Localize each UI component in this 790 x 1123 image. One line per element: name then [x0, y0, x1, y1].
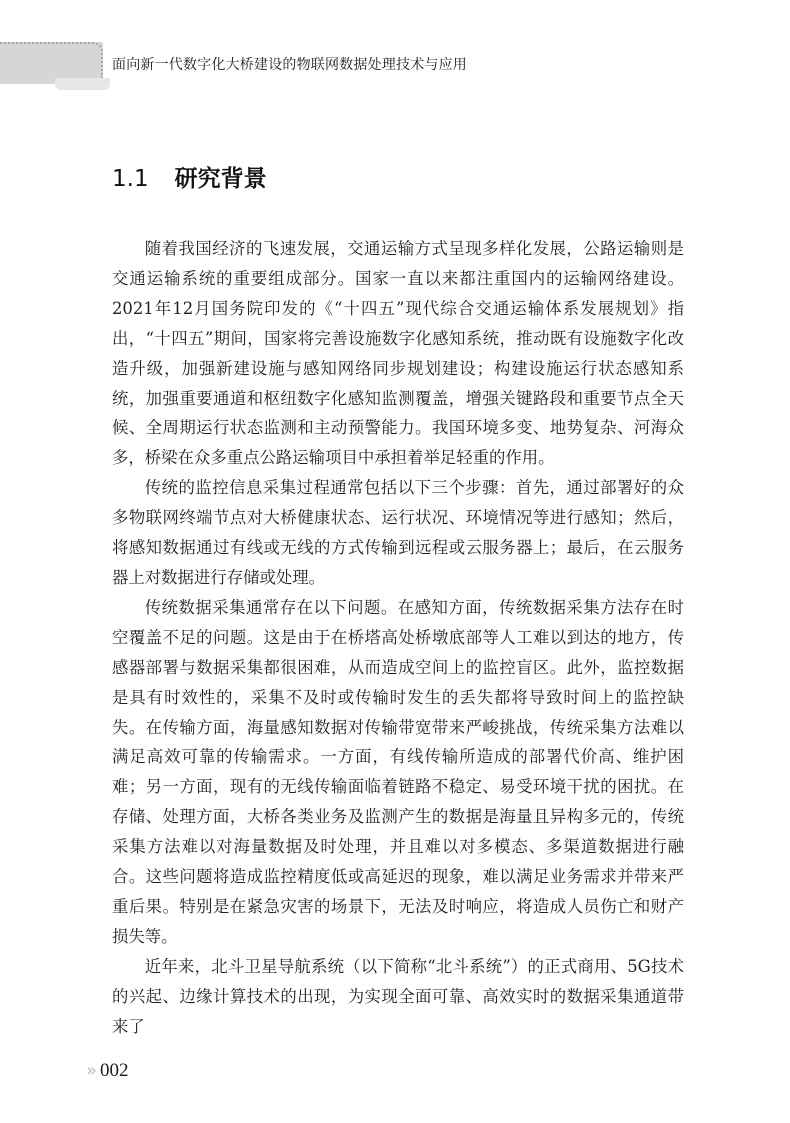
page-footer: [86, 1060, 129, 1082]
header-dotted-border: [0, 42, 103, 78]
paragraph: 近年来，北斗卫星导航系统（以下简称“北斗系统”）的正式商用、5G技术的兴起、边缘计算技术的出现，为实现全面可靠、高效实时的数据采集通道带来了: [112, 956, 684, 1036]
section-title: 研究背景: [174, 166, 267, 192]
body-text: [112, 234, 684, 1041]
paragraph: 随着我国经济的飞速发展，交通运输方式呈现多样化发展，公路运输则是交通运输系统的重要组成部分。国家一直以来都注重国内的运输网络建设。2021年12月国务院印发的《“十四五”现代综合交通运输体系发展规划》指出，“十四五”期间，国家将完善设施数字化感知系统，推动既有设施数字化改造升级，加强新建设施与感知网络同步规划建设；构建设施运行状态感知系统，加强重要通道和枢纽数字化感知监测覆盖，增强关键路段和重要节点全天候、全周期运行状态监测和主动预警能力。我国环境多变、地势复杂、河海众多，桥梁在众多重点公路运输项目中承担着举足轻重的作用。: [112, 239, 684, 468]
page-number: 002: [100, 1060, 129, 1081]
chevron-right-icon: »: [86, 1060, 95, 1081]
paragraph: 传统的监控信息采集过程通常包括以下三个步骤：首先，通过部署好的众多物联网终端节点对大桥健康状态、运行状况、环境情况等进行感知；然后，将感知数据通过有线或无线的方式传输到远程或云服务器上；最后，在云服务器上对数据进行存储或处理。: [112, 478, 684, 587]
header-tab-shadow: [55, 78, 110, 90]
section-number: 1.1: [112, 166, 149, 192]
running-title: 面向新一代数字化大桥建设的物联网数据处理技术与应用: [112, 57, 467, 73]
section-heading: [112, 160, 267, 193]
paragraph: 传统数据采集通常存在以下问题。在感知方面，传统数据采集方法存在时空覆盖不足的问题。这是由于在桥塔高处桥墩底部等人工难以到达的地方，传感器部署与数据采集都很困难，从而造成空间上的监控盲区。此外，监控数据是具有时效性的，采集不及时或传输时发生的丢失都将导致时间上的监控缺失。在传输方面，海量感知数据对传输带宽带来严峻挑战，传统采集方法难以满足高效可靠的传输需求。一方面，有线传输所造成的部署代价高、维护困难；另一方面，现有的无线传输面临着链路不稳定、易受环境干扰的困扰。在存储、处理方面，大桥各类业务及监测产生的数据是海量且异构多元的，传统采集方法难以对海量数据及时处理，并且难以对多模态、多渠道数据进行融合。这些问题将造成监控精度低或高延迟的现象，难以满足业务需求并带来严重后果。特别是在紧急灾害的场景下，无法及时响应，将造成人员伤亡和财产损失等。: [112, 597, 684, 946]
